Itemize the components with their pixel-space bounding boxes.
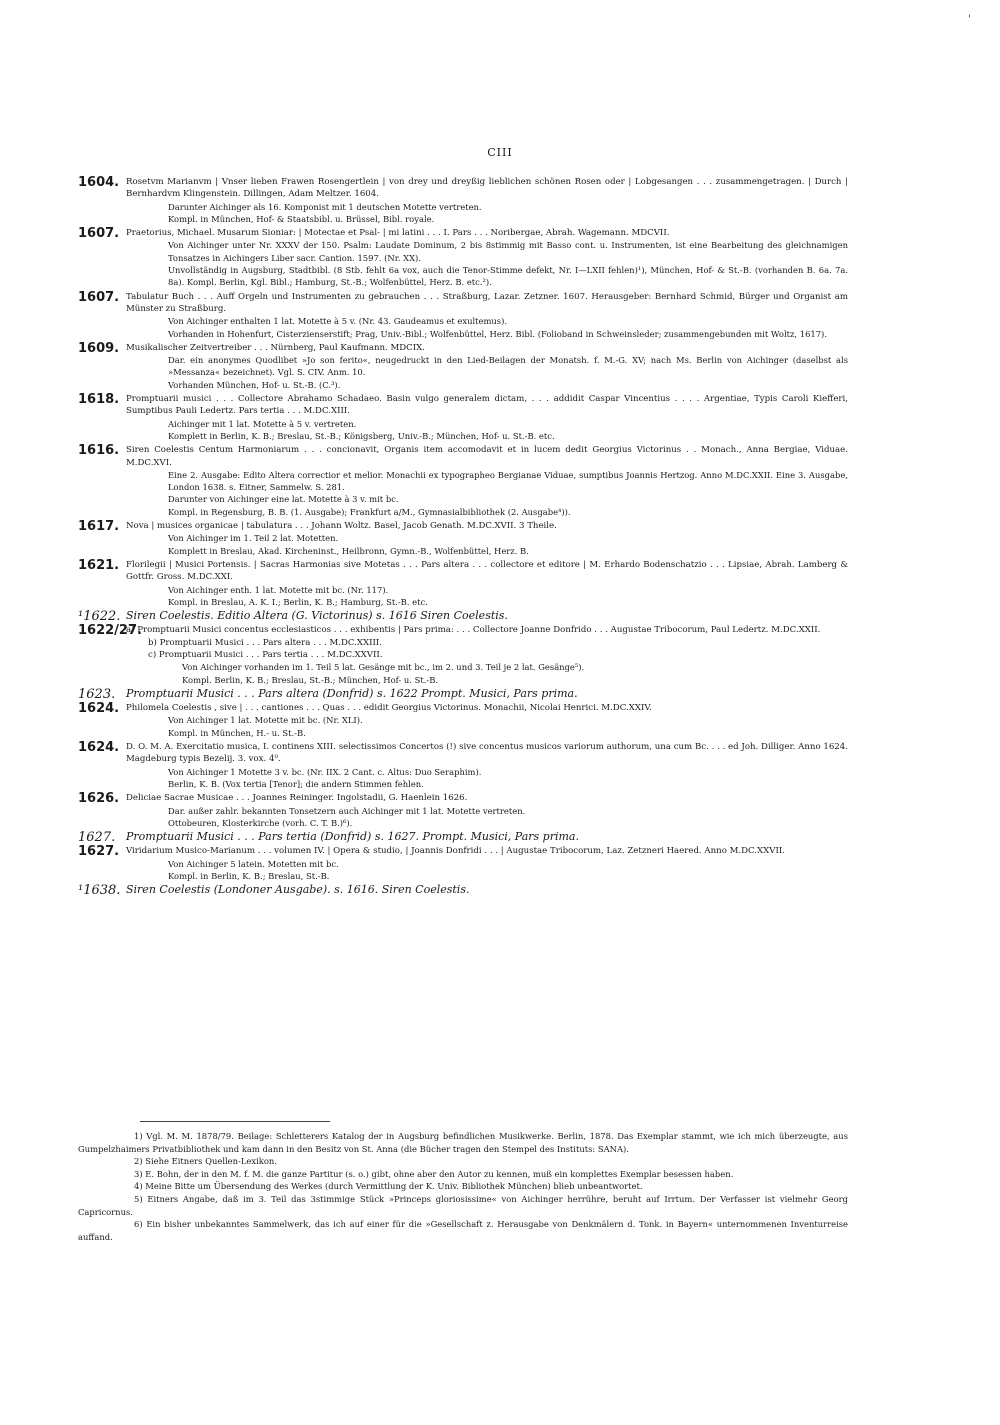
bibliography-entry (78, 342, 848, 391)
entry-year: 1622/27. (78, 623, 142, 639)
bibliography-entry (78, 291, 848, 340)
entry-title: Rosetvm Marianvm | Vnser lieben Frawen Rosengertlein | von drey und dreyßig lieblichen schönen Rosen oder | Lobgesangen . . . zusammengetragen. | Durch | Bernhardvm Klingenstein. Dillingen, Adam Meltzer. 1604. (126, 177, 848, 200)
footnotes (78, 1130, 848, 1243)
bibliography-entry (78, 741, 848, 790)
entry-note: Ottobeuren, Klosterkirche (vorh. C. T. B.)⁶). (168, 817, 353, 828)
entry-title: Promptuarii musici . . . Collectore Abrahamo Schadaeo. Basin vulgo generalem dictam, . . . addidit Caspar Vincentius . . . . Argentiae, Typis Caroli Kiefferi, Sumptibus Pauli Ledertz. Pars tertia . . . M.DC.XIII. (126, 394, 848, 417)
entry-year: 1627. (78, 844, 120, 860)
entry-year: 1624. (78, 701, 120, 717)
entry-year: ¹1638. (78, 883, 121, 899)
entry-note: Berlin, K. B. (Vox tertia [Tenor]; die andern Stimmen fehlen. (168, 778, 424, 789)
entry-note: Komplett in Breslau, Akad. Kircheninst., Heilbronn, Gymn.-B., Wolfenbüttel, Herz. B. (168, 545, 529, 556)
entry-note: Kompl. in München, Hof- & Staatsbibl. u. Brüssel, Bibl. royale. (168, 213, 435, 224)
entry-year: 1617. (78, 519, 120, 535)
bibliography-entry (78, 830, 848, 846)
entry-title: Viridarium Musico-Marianum . . . volumen IV. | Opera & studio, | Joannis Donfridi . . . | Augustae Tribocorum, Laz. Zetzneri Haered. Anno M.DC.XXVII. (126, 846, 785, 857)
entry-title: Promptuarii Musici . . . Pars tertia (Donfrid) s. 1627. Prompt. Musici, Pars prima. (126, 830, 579, 844)
entry-title: Nova | musices organicae | tabulatura . . . Johann Woltz. Basel, Jacob Genath. M.DC.XVII. 3 Theile. (126, 521, 557, 532)
entry-note: Komplett in Berlin, K. B.; Breslau, St.-B.; Königsberg, Univ.-B.; München, Hof- u. St.-B. etc. (168, 430, 555, 441)
bibliography-entry (78, 609, 848, 625)
entry-note: Von Aichinger enthalten 1 lat. Motette à 5 v. (Nr. 43. Gaudeamus et exultemus). (168, 316, 508, 327)
entry-year: 1609. (78, 340, 120, 356)
entry-title: Tabulatur Buch . . . Auff Orgeln und Instrumenten zu gebrauchen . . . Straßburg, Lazar. Zetzner. 1607. Herausgeber: Bernhard Schmid, Bürger und Organist am Münster zu Straßburg. (126, 291, 848, 314)
entry-note: Vorhanden München, Hof- u. St.-B. (C.³). (168, 379, 341, 390)
entry-year: 1623. (78, 686, 116, 702)
footnote: 2) Siehe Eitners Quellen-Lexikon. (134, 1156, 277, 1167)
entry-title: Siren Coelestis (Londoner Ausgabe). s. 1616. Siren Coelestis. (126, 883, 470, 897)
bibliography-entry (78, 883, 848, 899)
entry-year: 1627. (78, 830, 116, 846)
entry-year: 1607. (78, 289, 120, 305)
bibliography-entry (78, 702, 848, 739)
entry-note: Darunter von Aichinger eine lat. Motette à 3 v. mit bc. (168, 494, 399, 505)
entry-year: 1607. (78, 226, 120, 242)
entry-note: Kompl. in München, H.- u. St.-B. (168, 727, 306, 738)
entry-title: Siren Coelestis. Editio Altera (G. Victorinus) s. 1616 Siren Coelestis. (126, 609, 508, 623)
entry-note: Dar. ein anonymes Quodlibet »Jo son ferito«, neugedruckt in den Lied-Beilagen der Monatsh. f. M.-G. XV; nach Ms. Berlin von Aichinger (daselbst als »Messanza« bezeichnet). Vgl. S. CIV. Anm. 10. (168, 355, 848, 378)
bibliography-entries (78, 176, 848, 899)
footnote-rule (140, 1121, 330, 1122)
entry-title: Musikalischer Zeitvertreiber . . . Nürnberg, Paul Kaufmann. MDCIX. (126, 342, 425, 353)
bibliography-entry (78, 444, 848, 518)
entry-year: 1604. (78, 175, 120, 190)
entry-subpart: b) Promptuarii Musici . . . Pars altera . . . M.DC.XXIII. (148, 637, 383, 648)
entry-note: Dar. außer zahlr. bekannten Tonsetzern auch Aichinger mit 1 lat. Motette vertreten. (168, 805, 526, 816)
entry-note: Von Aichinger unter Nr. XXXV der 150. Psalm: Laudate Dominum, 2 bis 8stimmig mit Basso cont. u. Instrumenten, ist eine Bearbeitung des gleichnamigen Tonsatzes in Aichingers Liber sacr. Cantion. 1597. (Nr. XX). (168, 240, 848, 263)
entry-title: a) Promptuarii Musici concentus ecclesiasticos . . . exhibentis | Pars prima: . . . Collectore Joanne Donfrido . . . Augustae Tribocorum, Paul Ledertz. M.DC.XXII. (126, 625, 821, 636)
entry-year: 1616. (78, 443, 120, 459)
entry-title: Deliciae Sacrae Musicae . . . Joannes Reininger. Ingolstadii, G. Haenlein 1626. (126, 793, 468, 804)
entry-note: Kompl. Berlin, K. B.; Breslau, St.-B.; München, Hof- u. St.-B. (182, 674, 439, 685)
footnote: 4) Meine Bitte um Übersendung des Werkes (durch Vermittlung der K. Univ. Bibliothek München) blieb unbeantwortet. (134, 1181, 643, 1192)
bibliography-entry (78, 393, 848, 442)
bibliography-entry (78, 559, 848, 608)
entry-year: 1626. (78, 791, 120, 807)
entry-title: Promptuarii Musici . . . Pars altera (Donfrid) s. 1622 Prompt. Musici, Pars prima. (126, 686, 578, 700)
bibliography-entry (78, 792, 848, 829)
entry-title: Praetorius, Michael. Musarum Sioniar: | Motectae et Psal- | mi latini . . . I. Pars . . . Noribergae, Abrah. Wagemann. MDCVII. (126, 228, 670, 239)
entry-note: Kompl. in Berlin, K. B.; Breslau, St.-B. (168, 871, 330, 882)
entry-note: Kompl. in Breslau, A. K. I.; Berlin, K. B.; Hamburg, St.-B. etc. (168, 596, 428, 607)
entry-title: Florilegii | Musici Portensis. | Sacras Harmonias sive Motetas . . . Pars altera . . . collectore et editore | M. Erhardo Bodenschatzio . . . Lipsiae, Abrah. Lamberg & Gottfr. Gross. M.DC.XXI. (126, 559, 848, 583)
bibliography-entry (78, 520, 848, 557)
entry-note: Von Aichinger 1 lat. Motette mit bc. (Nr. XLI). (168, 715, 363, 726)
entry-note: Von Aichinger 1 Motette 3 v. bc. (Nr. IIX. 2 Cant. c. Altus: Duo Seraphim). (168, 766, 482, 777)
footnote: 5) Eitners Angabe, daß im 3. Teil das 3stimmige Stück »Princeps gloriosissime« von Aichinger herrühre, beruht auf Irrtum. Der Verfasser ist vielmehr Georg Capricornus. (78, 1193, 848, 1217)
entry-year: 1621. (78, 557, 120, 573)
bibliography-entry (78, 227, 848, 288)
entry-note: Von Aichinger im 1. Teil 2 lat. Motetten. (168, 533, 339, 544)
entry-year: 1618. (78, 392, 120, 408)
corner-mark: ' (968, 14, 971, 25)
bibliography-entry (78, 688, 848, 700)
entry-note: Eine 2. Ausgabe: Edito Altera correctior et melior. Monachii ex typographeo Bergianae Viduae, sumptibus Joannis Hertzog. Anno M.DC.XXII. Eine 3. Ausgabe, London 1638. s. Eitner, Sammelw. S. 281. (168, 469, 848, 493)
entry-note: Unvollständig in Augsburg, Stadtbibl. (8 Stb. fehlt 6a vox, auch die Tenor-Stimme defekt, Nr. I—LXII fehlen)¹), München, Hof- & St.-B. (vorhanden B. 6a. 7a. 8a). Kompl. Berlin, Kgl. Bibl.; Hamburg, St.-B.; Wolfenbüttel, Herz. B. etc.²). (168, 265, 848, 288)
footnote: 3) E. Bohn, der in den M. f. M. die ganze Partitur (s. o.) gibt, ohne aber den Autor zu kennen, muß ein komplettes Exemplar besessen haben. (134, 1168, 734, 1179)
entry-year: ¹1622. (78, 609, 121, 625)
entry-title: Siren Coelestis Centum Harmoniarum . . . concionavit, Organis item accomodavit et in lucem dedit Georgius Victorinus . . Monach., Anna Bergiae, Viduae. M.DC.XVI. (126, 445, 848, 468)
entry-title: D. O. M. A. Exercitatio musica, I. continens XIII. selectissimos Concertos (!) sive concentus musicos variorum authorum, una cum Bc. . . . ed Joh. Dilliger. Anno 1624. Magdeburg typis Bezelij. 3. vox. 4⁰. (126, 742, 848, 765)
entry-note: Von Aichinger 5 latein. Motetten mit bc. (168, 858, 339, 869)
entry-year: 1624. (78, 740, 120, 756)
page-number: CIII (487, 146, 513, 159)
footnote: 1) Vgl. M. M. 1878/79. Beilage: Schletterers Katalog der in Augsburg befindlichen Musikwerke. Berlin, 1878. Das Exemplar stammt, wie ich mich überzeugte, aus Gumpelzhaimers Privatbibliothek und kam dann in den Besitz von St. Anna (die Bücher tragen den Stempel des Instituts: SANA). (78, 1131, 848, 1154)
entry-note: Von Aichinger enth. 1 lat. Motette mit bc. (Nr. 117). (168, 584, 389, 595)
entry-note: Darunter Aichinger als 16. Komponist mit 1 deutschen Motette vertreten. (168, 201, 482, 212)
bibliography-entry (78, 176, 848, 225)
bibliography-entry (78, 845, 848, 882)
entry-note: Vorhanden in Hohenfurt, Cisterzienserstift; Prag, Univ.-Bibl.; Wolfenbüttel, Herz. Bibl. (Folioband in Schweinsleder; zusammengebunden mit Woltz, 1617). (168, 328, 827, 339)
entry-title: Philomela Coelestis , sive | . . . cantiones . . . Quas . . . edidit Georgius Victorinus. Monachii, Nicolai Henrici. M.DC.XXIV. (126, 703, 652, 714)
entry-subpart: c) Promptuarii Musici . . . Pars tertia . . . M.DC.XXVII. (148, 649, 383, 660)
bibliography-entry (78, 624, 848, 685)
footnote: 6) Ein bisher unbekanntes Sammelwerk, das ich auf einer für die »Gesellschaft z. Herausgabe von Denkmälern d. Tonk. in Bayern« unternommenen Inventurreise auffand. (78, 1219, 848, 1242)
entry-note: Kompl. in Regensburg, B. B. (1. Ausgabe); Frankfurt a/M., Gymnasialbibliothek (2. Ausgabe⁴)). (168, 506, 571, 517)
entry-note: Von Aichinger vorhanden im 1. Teil 5 lat. Gesänge mit bc., im 2. und 3. Teil je 2 lat. Gesänge⁵). (182, 662, 585, 673)
entry-note: Aichinger mit 1 lat. Motette à 5 v. vertreten. (168, 418, 357, 429)
